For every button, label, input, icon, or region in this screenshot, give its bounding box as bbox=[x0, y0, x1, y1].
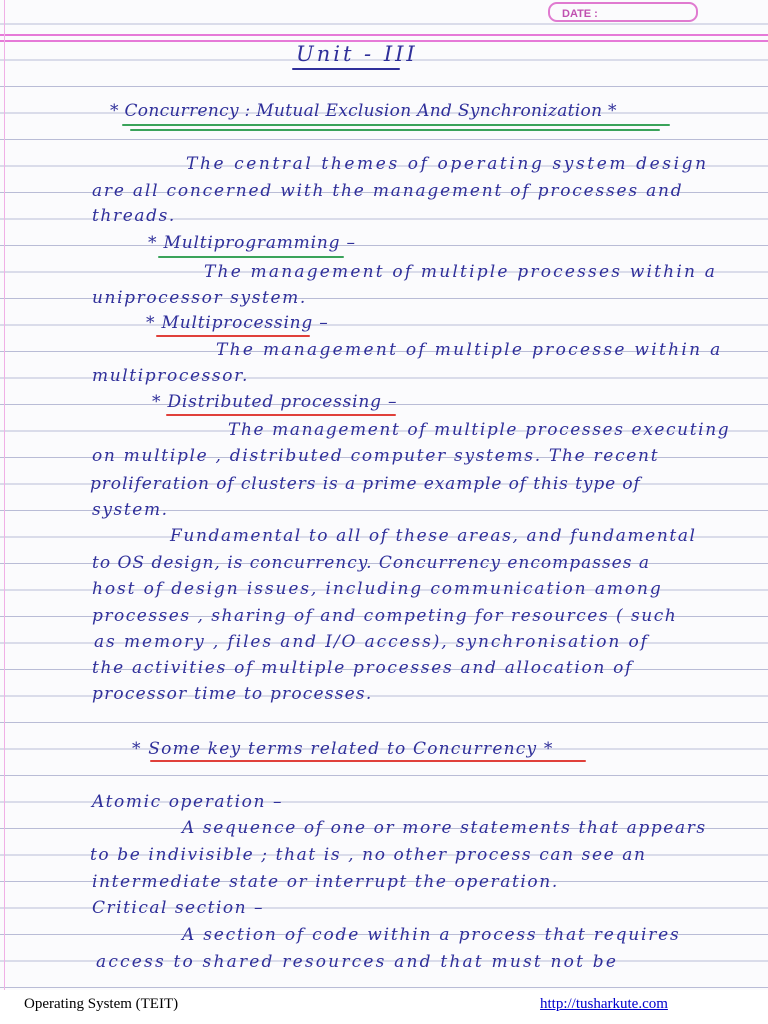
text-line: uniprocessor system. bbox=[92, 288, 307, 308]
text-line: The central themes of operating system design bbox=[186, 154, 709, 174]
key-terms-heading: * Some key terms related to Concurrency * bbox=[132, 739, 554, 759]
text-line: Fundamental to all of these areas, and fundamental bbox=[170, 526, 697, 546]
term-atomic-operation: Atomic operation – bbox=[92, 792, 284, 812]
text-line: intermediate state or interrupt the operation. bbox=[92, 872, 559, 892]
text-line: to be indivisible ; that is , no other process can see an bbox=[90, 845, 647, 865]
margin-rule bbox=[4, 0, 5, 990]
text-line: access to shared resources and that must not be bbox=[96, 952, 619, 972]
text-line: The management of multiple processes executing bbox=[228, 420, 731, 440]
multiprogramming-underline bbox=[158, 256, 344, 258]
text-line: A section of code within a process that requires bbox=[182, 925, 681, 945]
text-line: multiprocessor. bbox=[92, 366, 249, 386]
term-critical-section: Critical section – bbox=[92, 898, 264, 918]
unit-title-underline bbox=[292, 68, 400, 70]
text-line: processor time to processes. bbox=[92, 684, 373, 704]
text-line: are all concerned with the management of processes and bbox=[92, 181, 684, 201]
text-line: A sequence of one or more statements that appears bbox=[182, 818, 707, 838]
footer-course-title: Operating System (TEIT) bbox=[24, 996, 179, 1012]
text-line: host of design issues, including communication among bbox=[92, 579, 663, 599]
section-heading: * Concurrency : Mutual Exclusion And Synchronization * bbox=[110, 101, 617, 121]
text-line: proliferation of clusters is a prime example of this type of bbox=[90, 474, 641, 494]
top-rule bbox=[0, 34, 768, 36]
text-line: as memory , files and I/O access), synchronisation of bbox=[94, 632, 649, 652]
distributed-underline bbox=[166, 414, 396, 416]
subheading-multiprogramming: * Multiprogramming – bbox=[148, 233, 356, 253]
text-line: to OS design, is concurrency. Concurrency encompasses a bbox=[92, 553, 651, 573]
text-line: system. bbox=[92, 500, 169, 520]
text-line: processes , sharing of and competing for resources ( such bbox=[92, 606, 678, 626]
text-line: The management of multiple processe within a bbox=[216, 340, 723, 360]
footer bbox=[0, 990, 768, 1024]
subheading-multiprocessing: * Multiprocessing – bbox=[146, 313, 329, 333]
multiprocessing-underline bbox=[156, 335, 310, 337]
text-line: threads. bbox=[92, 206, 176, 226]
text-line: The management of multiple processes within a bbox=[204, 262, 718, 282]
unit-title: Unit - III bbox=[296, 42, 418, 66]
key-terms-underline bbox=[150, 760, 586, 762]
subheading-distributed: * Distributed processing – bbox=[152, 392, 398, 412]
section-heading-underline-2 bbox=[130, 129, 660, 131]
date-box: DATE : bbox=[548, 2, 698, 22]
text-line: on multiple , distributed computer systems. The recent bbox=[92, 446, 660, 466]
text-line: the activities of multiple processes and allocation of bbox=[92, 658, 634, 678]
footer-link[interactable]: http://tusharkute.com bbox=[540, 996, 668, 1012]
section-heading-underline bbox=[122, 124, 670, 126]
